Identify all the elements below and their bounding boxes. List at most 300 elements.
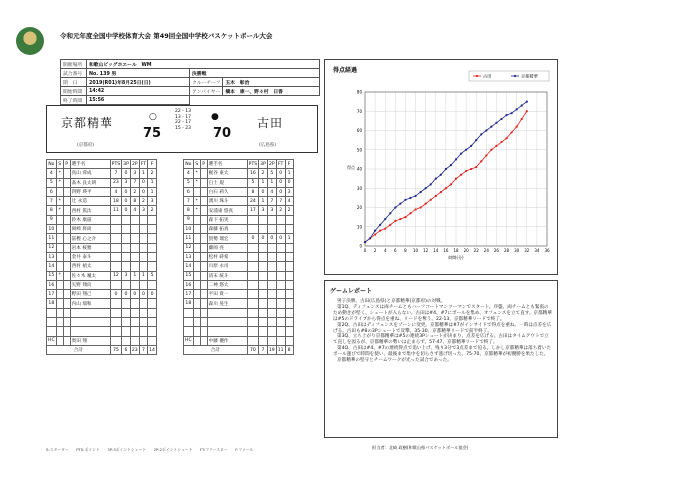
x-tick-label: 30 bbox=[514, 248, 520, 253]
player-cell bbox=[247, 280, 259, 289]
data-point bbox=[414, 195, 416, 197]
player-cell bbox=[259, 225, 268, 234]
data-point bbox=[450, 164, 452, 166]
column-header: 3P bbox=[122, 160, 131, 169]
player-row bbox=[47, 290, 157, 299]
player-row bbox=[184, 280, 294, 289]
player-cell bbox=[267, 336, 276, 345]
player-cell: 森川 晃生 bbox=[207, 299, 247, 308]
x-tick-label: 20 bbox=[463, 248, 469, 253]
player-cell: 16 bbox=[247, 169, 259, 178]
player-cell: 清末 統斗 bbox=[207, 271, 247, 280]
player-row bbox=[184, 290, 294, 299]
player-cell: 1 bbox=[130, 271, 139, 280]
player-cell bbox=[285, 271, 293, 280]
data-point bbox=[505, 114, 507, 116]
start-value: 14:42 bbox=[87, 87, 190, 96]
player-cell: 12 bbox=[47, 243, 57, 252]
player-cell: 6 bbox=[184, 187, 194, 196]
player-cell bbox=[56, 290, 63, 299]
player-cell bbox=[207, 327, 247, 336]
data-point bbox=[389, 224, 391, 226]
player-cell bbox=[247, 252, 259, 261]
player-cell: * bbox=[56, 197, 63, 206]
player-cell bbox=[148, 215, 157, 224]
player-cell: 7 bbox=[184, 197, 194, 206]
player-cell bbox=[139, 327, 147, 336]
player-cell bbox=[122, 318, 131, 327]
data-point bbox=[384, 218, 386, 220]
player-cell bbox=[56, 187, 63, 196]
player-cell bbox=[110, 225, 122, 234]
player-row bbox=[47, 299, 157, 308]
player-cell bbox=[63, 271, 70, 280]
x-tick-label: 0 bbox=[363, 248, 367, 253]
date-label: 期 日 bbox=[61, 78, 87, 87]
player-row bbox=[47, 169, 157, 178]
total-cell: 6 bbox=[122, 345, 131, 354]
data-point bbox=[445, 168, 447, 170]
player-cell: 8 bbox=[47, 206, 57, 215]
player-row bbox=[184, 234, 294, 243]
player-cell bbox=[148, 308, 157, 317]
player-cell bbox=[267, 262, 276, 271]
player-cell: 西村 禎太 bbox=[70, 262, 110, 271]
player-cell bbox=[193, 187, 200, 196]
quarter-1-score: 22 - 13 bbox=[175, 109, 191, 114]
total-row bbox=[47, 345, 157, 354]
player-cell bbox=[285, 262, 293, 271]
player-cell bbox=[200, 262, 207, 271]
y-tick-label: 20 bbox=[356, 205, 362, 210]
player-cell bbox=[193, 308, 200, 317]
player-cell: 1 bbox=[139, 271, 147, 280]
player-cell bbox=[139, 215, 147, 224]
player-cell bbox=[56, 225, 63, 234]
player-cell: 3 bbox=[259, 206, 268, 215]
player-cell: 18 bbox=[110, 197, 122, 206]
player-cell: 4 bbox=[47, 169, 57, 178]
player-cell bbox=[63, 280, 70, 289]
player-cell bbox=[63, 318, 70, 327]
player-cell bbox=[259, 290, 268, 299]
player-cell: 0 bbox=[148, 290, 157, 299]
away-total-score: 70 bbox=[213, 126, 232, 141]
data-point bbox=[475, 139, 477, 141]
player-cell bbox=[247, 336, 259, 345]
player-cell: 11 bbox=[47, 234, 57, 243]
data-point bbox=[399, 203, 401, 205]
player-cell bbox=[110, 280, 122, 289]
player-cell: 0 bbox=[276, 178, 285, 187]
column-header: No bbox=[184, 160, 194, 169]
x-tick-label: 36 bbox=[544, 248, 550, 253]
player-cell: 奥田 翔 bbox=[70, 336, 110, 345]
data-point bbox=[516, 108, 518, 110]
player-cell bbox=[122, 243, 131, 252]
player-cell bbox=[276, 262, 285, 271]
report-title: ゲームレポート bbox=[330, 288, 373, 295]
player-cell: 3 bbox=[122, 271, 131, 280]
player-row bbox=[47, 262, 157, 271]
data-point bbox=[500, 118, 502, 120]
player-cell bbox=[276, 308, 285, 317]
player-cell: 8 bbox=[184, 206, 194, 215]
data-point bbox=[526, 101, 528, 103]
data-point bbox=[389, 212, 391, 214]
data-point bbox=[480, 160, 482, 162]
player-cell bbox=[200, 215, 207, 224]
player-cell: 8 bbox=[130, 197, 139, 206]
player-cell bbox=[285, 318, 293, 327]
player-table-header bbox=[184, 160, 294, 169]
player-cell bbox=[200, 206, 207, 215]
player-cell: 12 bbox=[110, 271, 122, 280]
player-cell bbox=[193, 336, 200, 345]
player-cell: 藤岡 亮 bbox=[207, 243, 247, 252]
player-cell bbox=[247, 299, 259, 308]
player-cell bbox=[200, 299, 207, 308]
column-header: 2P bbox=[130, 160, 139, 169]
crew-label: クルーチーフ bbox=[189, 78, 222, 87]
y-tick-label: 30 bbox=[356, 185, 362, 191]
data-point bbox=[505, 137, 507, 139]
player-cell: 24 bbox=[247, 197, 259, 206]
player-cell: 5 bbox=[47, 178, 57, 187]
player-cell bbox=[267, 318, 276, 327]
player-cell: 0 bbox=[276, 234, 285, 243]
data-point bbox=[516, 126, 518, 128]
player-cell bbox=[267, 290, 276, 299]
x-tick-label: 6 bbox=[394, 248, 397, 253]
data-point bbox=[399, 218, 401, 220]
player-cell: 髙木 良太朗 bbox=[70, 178, 110, 187]
player-cell bbox=[200, 169, 207, 178]
data-point bbox=[369, 237, 371, 239]
player-cell: 0 bbox=[285, 178, 293, 187]
player-row bbox=[47, 243, 157, 252]
player-cell bbox=[148, 225, 157, 234]
player-cell bbox=[259, 262, 268, 271]
player-row bbox=[47, 318, 157, 327]
player-cell: 1 bbox=[259, 197, 268, 206]
player-cell: 0 bbox=[259, 187, 268, 196]
total-cell: 70 bbox=[247, 345, 259, 354]
player-cell: 岡崎 将尚 bbox=[70, 225, 110, 234]
player-cell bbox=[200, 225, 207, 234]
player-cell bbox=[200, 234, 207, 243]
data-point bbox=[435, 195, 437, 197]
data-point bbox=[404, 199, 406, 201]
player-cell: 賀勢 瑠宏 bbox=[207, 234, 247, 243]
column-header: 選手名 bbox=[207, 160, 247, 169]
away-prefecture: (広島県) bbox=[259, 143, 277, 148]
player-cell: 3 bbox=[267, 206, 276, 215]
column-header: 3P bbox=[259, 160, 268, 169]
away-team-name: 古田 bbox=[257, 116, 284, 130]
legend-label: 京都精華 bbox=[521, 73, 538, 79]
total-cell: 7 bbox=[139, 345, 147, 354]
player-cell: 8 bbox=[247, 187, 259, 196]
player-cell bbox=[259, 215, 268, 224]
player-cell bbox=[207, 318, 247, 327]
player-cell bbox=[193, 280, 200, 289]
total-cell: 75 bbox=[110, 345, 122, 354]
home-prefecture: (京都府) bbox=[77, 143, 95, 148]
report-paragraph: 第1Q、ディフェンスは両チームともハーフコートマンツーマンでスタート。序盤、両チームとも緊張のため動きが堅く、シュートが入らない。古田は#4、#7にボールを集め、オフェンスを立て直す。京都精華は#5のドライブから得点を重ね、リードを奪う。22-13、京都精華リードで終了。 bbox=[333, 304, 552, 322]
data-point bbox=[394, 206, 396, 208]
report-paragraph: 男子決勝、古田(広島県)と京都精華(京都府)の対戦。 bbox=[337, 299, 446, 304]
player-cell bbox=[130, 243, 139, 252]
venue-value: 和歌山ビッグホエール WM bbox=[87, 60, 320, 69]
player-cell: 7 bbox=[47, 197, 57, 206]
player-cell bbox=[56, 299, 63, 308]
player-cell bbox=[56, 262, 63, 271]
player-cell: 梶谷 東太 bbox=[207, 169, 247, 178]
column-header: FT bbox=[276, 160, 285, 169]
player-cell bbox=[110, 308, 122, 317]
player-cell: 5 bbox=[148, 271, 157, 280]
player-cell bbox=[139, 299, 147, 308]
x-tick-label: 26 bbox=[493, 248, 499, 253]
away-result-mark: ● bbox=[211, 112, 219, 122]
player-row bbox=[184, 187, 294, 196]
player-cell: 3 bbox=[130, 169, 139, 178]
player-cell: 真山 舜成 bbox=[70, 169, 110, 178]
player-cell: 白石 莉久 bbox=[207, 187, 247, 196]
player-cell bbox=[63, 252, 70, 261]
player-cell bbox=[193, 252, 200, 261]
player-cell bbox=[200, 280, 207, 289]
date-value: 2019(R01)年8月25日(日) bbox=[87, 78, 190, 87]
total-cell: 7 bbox=[259, 345, 268, 354]
player-cell: 森藤 拓真 bbox=[207, 225, 247, 234]
game-report-panel bbox=[324, 280, 558, 438]
player-cell bbox=[130, 262, 139, 271]
player-row bbox=[184, 299, 294, 308]
player-cell bbox=[110, 252, 122, 261]
player-cell: * bbox=[193, 197, 200, 206]
player-cell bbox=[285, 290, 293, 299]
total-cell: 23 bbox=[130, 345, 139, 354]
player-cell bbox=[148, 262, 157, 271]
player-cell: 5 bbox=[184, 178, 194, 187]
player-cell: 6 bbox=[47, 187, 57, 196]
data-point bbox=[420, 206, 422, 208]
player-cell: 15 bbox=[47, 271, 57, 280]
column-header: FT bbox=[139, 160, 147, 169]
column-header: S bbox=[56, 160, 63, 169]
player-cell: 10 bbox=[47, 225, 57, 234]
player-cell: 2 bbox=[139, 197, 147, 206]
player-cell bbox=[148, 252, 157, 261]
player-row bbox=[184, 262, 294, 271]
y-tick-label: 60 bbox=[356, 128, 362, 133]
player-cell bbox=[110, 336, 122, 345]
data-point bbox=[470, 145, 472, 147]
player-cell: 辻 永造 bbox=[70, 197, 110, 206]
player-cell: 3 bbox=[285, 187, 293, 196]
player-cell bbox=[193, 318, 200, 327]
player-cell: 1 bbox=[285, 169, 293, 178]
player-cell: 9 bbox=[184, 215, 194, 224]
player-cell bbox=[63, 290, 70, 299]
player-cell: 内山 瑞和 bbox=[70, 299, 110, 308]
player-cell bbox=[122, 336, 131, 345]
column-header: PTS bbox=[247, 160, 259, 169]
player-cell: 金井 泰斗 bbox=[70, 252, 110, 261]
data-point bbox=[445, 187, 447, 189]
player-cell: 16 bbox=[184, 280, 194, 289]
player-cell bbox=[285, 308, 293, 317]
player-cell bbox=[259, 336, 268, 345]
report-paragraph: 第2Q、古田はディフェンスをゾーンに変更。京都精華は#7がインサイドで得点を重ね、一時は点差を広げる。古田も#8の3Pシュートで反撃。35-30、京都精華リードで前半終了。 bbox=[333, 322, 552, 334]
player-cell bbox=[267, 280, 276, 289]
player-cell: * bbox=[56, 271, 63, 280]
quarter-3-score: 22 - 17 bbox=[175, 120, 191, 126]
data-point bbox=[440, 191, 442, 193]
player-cell bbox=[193, 234, 200, 243]
player-cell bbox=[276, 336, 285, 345]
player-cell bbox=[122, 234, 131, 243]
player-cell bbox=[139, 243, 147, 252]
player-cell bbox=[247, 308, 259, 317]
legend-marker bbox=[476, 75, 478, 77]
player-cell: 0 bbox=[110, 290, 122, 299]
round-value: 決勝戦 bbox=[189, 69, 319, 78]
player-cell: 12 bbox=[184, 243, 194, 252]
data-point bbox=[440, 174, 442, 176]
player-cell bbox=[130, 336, 139, 345]
player-cell: 5 bbox=[267, 169, 276, 178]
player-cell bbox=[47, 327, 57, 336]
player-cell bbox=[110, 299, 122, 308]
player-cell: * bbox=[56, 178, 63, 187]
data-point bbox=[495, 122, 497, 124]
player-cell bbox=[200, 197, 207, 206]
player-cell bbox=[184, 308, 194, 317]
player-cell bbox=[130, 225, 139, 234]
player-cell: 0 bbox=[267, 234, 276, 243]
player-row bbox=[47, 197, 157, 206]
player-cell: 23 bbox=[110, 178, 122, 187]
player-cell bbox=[259, 308, 268, 317]
player-cell bbox=[200, 290, 207, 299]
player-cell: 9 bbox=[47, 215, 57, 224]
data-point bbox=[435, 178, 437, 180]
data-point bbox=[420, 191, 422, 193]
player-row bbox=[47, 271, 157, 280]
data-point bbox=[414, 208, 416, 210]
player-cell bbox=[247, 327, 259, 336]
total-cell: 14 bbox=[148, 345, 157, 354]
player-cell bbox=[200, 271, 207, 280]
player-cell: * bbox=[193, 169, 200, 178]
player-cell bbox=[184, 327, 194, 336]
player-cell: 14 bbox=[184, 262, 194, 271]
player-cell bbox=[63, 327, 70, 336]
player-cell bbox=[193, 225, 200, 234]
player-cell bbox=[193, 215, 200, 224]
player-cell: 矢野 翔向 bbox=[70, 280, 110, 289]
player-cell: * bbox=[56, 206, 63, 215]
player-cell: 1 bbox=[285, 234, 293, 243]
y-tick-label: 0 bbox=[359, 243, 362, 249]
player-cell bbox=[259, 271, 268, 280]
player-cell bbox=[267, 308, 276, 317]
player-cell: 14 bbox=[47, 262, 57, 271]
player-cell: 4 bbox=[130, 206, 139, 215]
player-cell: 16 bbox=[47, 280, 57, 289]
player-cell bbox=[276, 318, 285, 327]
player-cell bbox=[193, 327, 200, 336]
player-cell bbox=[122, 262, 131, 271]
end-label: 終了時間 bbox=[61, 96, 87, 105]
venue-label: 開催場所 bbox=[61, 60, 87, 69]
x-tick-label: 24 bbox=[483, 248, 489, 253]
player-cell: 0 bbox=[122, 187, 131, 196]
player-cell bbox=[110, 327, 122, 336]
total-label: 合計 bbox=[47, 345, 111, 354]
player-row bbox=[184, 336, 294, 345]
data-point bbox=[450, 183, 452, 185]
player-cell bbox=[63, 299, 70, 308]
player-row bbox=[47, 252, 157, 261]
player-cell: 4 bbox=[267, 187, 276, 196]
player-cell bbox=[47, 308, 57, 317]
player-cell bbox=[130, 252, 139, 261]
x-tick-label: 34 bbox=[534, 248, 540, 253]
player-cell bbox=[47, 318, 57, 327]
quarter-scores bbox=[171, 109, 195, 131]
player-cell bbox=[276, 299, 285, 308]
page-title: 令和元年度全国中学校体育大会 第49回全国中学校バスケットボール大会 bbox=[60, 32, 273, 40]
player-cell bbox=[200, 243, 207, 252]
player-row bbox=[184, 252, 294, 261]
x-tick-label: 32 bbox=[524, 248, 530, 253]
data-point bbox=[430, 199, 432, 201]
home-player-table bbox=[46, 159, 157, 355]
player-cell bbox=[110, 243, 122, 252]
data-point bbox=[364, 241, 366, 243]
data-point bbox=[425, 187, 427, 189]
player-cell bbox=[139, 225, 147, 234]
player-cell: 17 bbox=[247, 206, 259, 215]
player-cell: * bbox=[56, 169, 63, 178]
player-row bbox=[184, 206, 294, 215]
player-cell bbox=[122, 215, 131, 224]
player-cell: 2 bbox=[259, 169, 268, 178]
player-cell bbox=[130, 215, 139, 224]
player-row bbox=[47, 187, 157, 196]
player-cell: 0 bbox=[247, 234, 259, 243]
start-label: 開始時間 bbox=[61, 87, 87, 96]
player-row bbox=[47, 327, 157, 336]
player-cell bbox=[276, 243, 285, 252]
player-cell: 0 bbox=[130, 290, 139, 299]
player-cell bbox=[56, 280, 63, 289]
player-cell: 鈴木 康晟 bbox=[70, 215, 110, 224]
player-cell: 四野 瑛平 bbox=[70, 187, 110, 196]
player-cell: 2 bbox=[130, 187, 139, 196]
player-cell: 13 bbox=[47, 252, 57, 261]
player-cell bbox=[259, 299, 268, 308]
player-cell bbox=[70, 327, 110, 336]
player-cell bbox=[285, 252, 293, 261]
player-cell: 0 bbox=[259, 234, 268, 243]
player-cell bbox=[63, 178, 70, 187]
data-point bbox=[409, 197, 411, 199]
